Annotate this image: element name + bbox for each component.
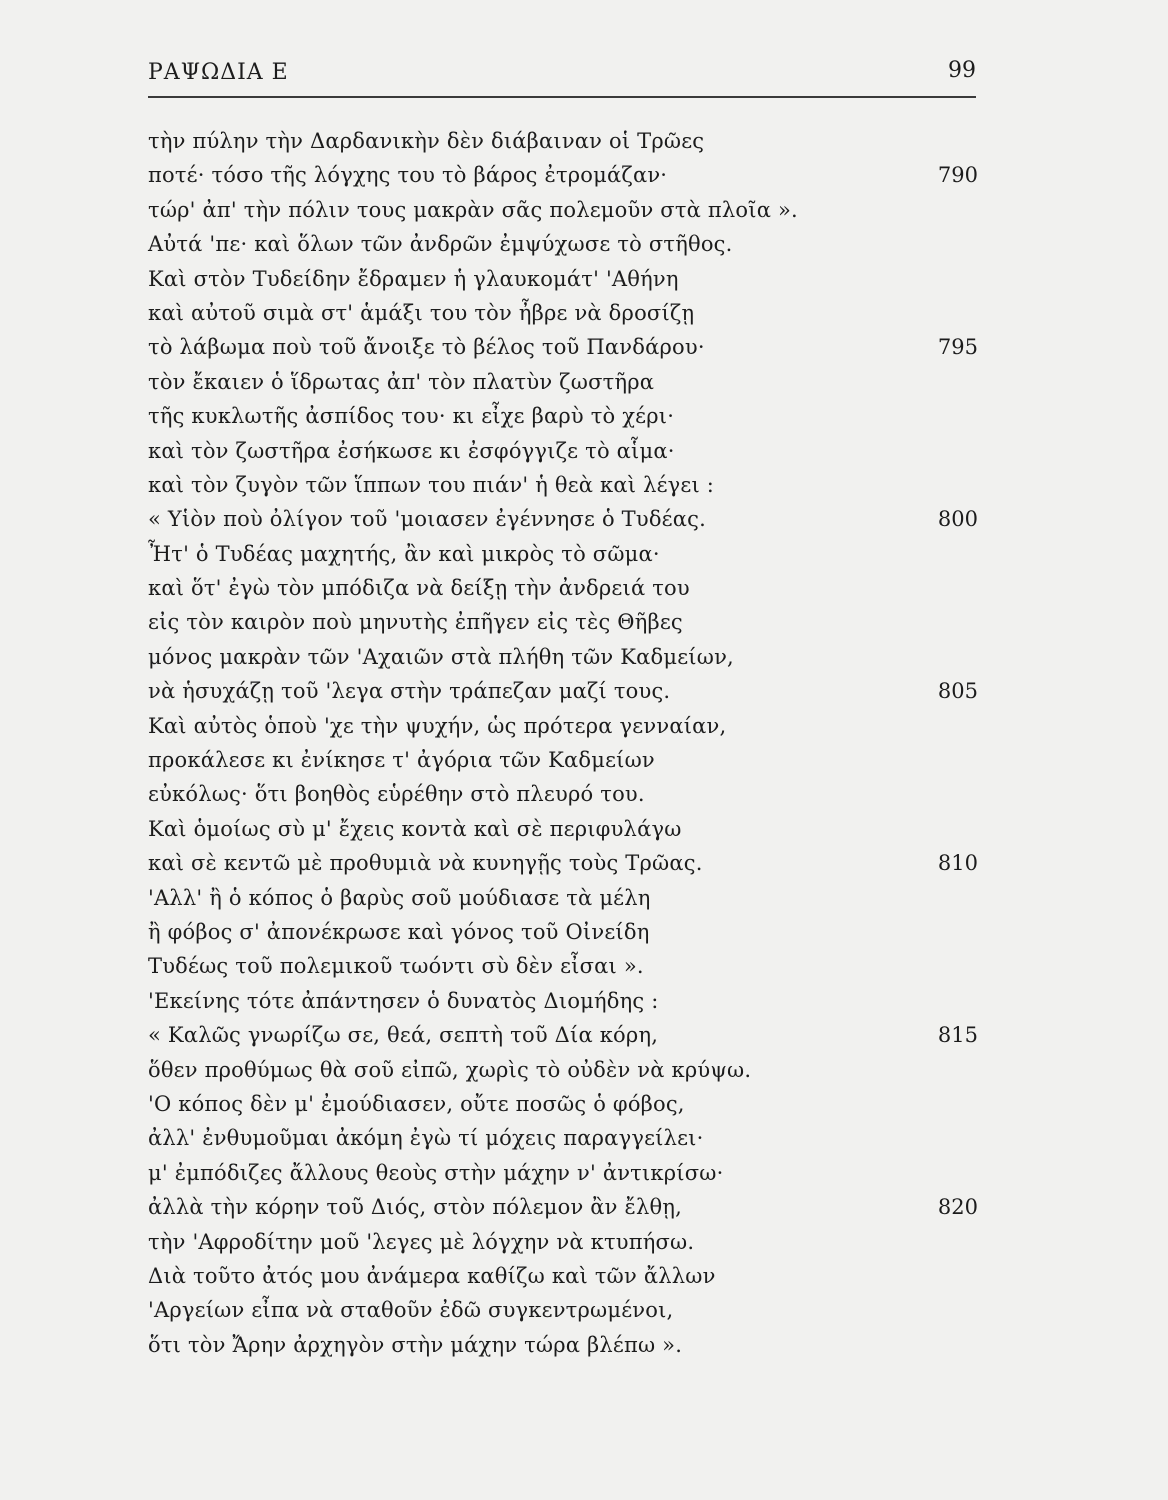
line-number: 820 — [937, 1195, 978, 1220]
verse-text: καὶ σὲ κεντῶ μὲ προθυμιὰ νὰ κυνηγῇς τοὺς Τρῶας. — [148, 851, 703, 876]
verse-line — [148, 330, 978, 364]
verse-line — [148, 365, 978, 399]
verse-text: Διὰ τοῦτο ἀτός μου ἀνάμερα καθίζω καὶ τῶν ἄλλων — [148, 1263, 716, 1288]
verse-line — [148, 1121, 978, 1155]
verse-line — [148, 846, 978, 880]
verse-line — [148, 158, 978, 192]
line-number: 805 — [937, 679, 978, 704]
verse-block — [148, 124, 978, 1362]
verse-text: ἢ φόβος σ' ἀπονέκρωσε καὶ γόνος τοῦ Οἰνείδη — [148, 919, 650, 944]
running-head — [148, 56, 976, 96]
verse-text: ὅτι τὸν Ἄρην ἀρχηγὸν στὴν μάχην τώρα βλέπω ». — [148, 1332, 683, 1357]
verse-text: « Υἱὸν ποὺ ὀλίγον τοῦ 'μοιασεν ἐγέννησε ὁ Τυδέας. — [148, 507, 706, 532]
verse-text: καὶ αὐτοῦ σιμὰ στ' ἁμάξι του τὸν ἦβρε νὰ δροσίζῃ — [148, 300, 695, 325]
verse-line — [148, 537, 978, 571]
verse-line — [148, 812, 978, 846]
verse-text: Ἦτ' ὁ Τυδέας μαχητής, ἂν καὶ μικρὸς τὸ σῶμα· — [148, 541, 660, 566]
verse-line — [148, 881, 978, 915]
verse-line — [148, 434, 978, 468]
verse-text: καὶ τὸν ζυγὸν τῶν ἵππων του πιάν' ἡ θεὰ καὶ λέγει : — [148, 472, 715, 497]
verse-line — [148, 1018, 978, 1052]
line-number: 800 — [937, 507, 978, 532]
verse-line — [148, 296, 978, 330]
verse-line — [148, 227, 978, 261]
verse-text: Καὶ αὐτὸς ὁποὺ 'χε τὴν ψυχήν, ὡς πρότερα γενναίαν, — [148, 713, 727, 738]
verse-text: 'Αλλ' ἢ ὁ κόπος ὁ βαρὺς σοῦ μούδιασε τὰ μέλη — [148, 885, 651, 910]
verse-line — [148, 193, 978, 227]
verse-line — [148, 709, 978, 743]
verse-line — [148, 262, 978, 296]
verse-line — [148, 124, 978, 158]
verse-text: καὶ ὅτ' ἐγὼ τὸν μπόδιζα νὰ δείξῃ τὴν ἀνδρειά του — [148, 576, 690, 601]
line-number: 810 — [937, 851, 978, 876]
verse-line — [148, 605, 978, 639]
verse-line — [148, 1259, 978, 1293]
verse-text: εἰς τὸν καιρὸν ποὺ μηνυτὴς ἐπῆγεν εἰς τὲς Θῆβες — [148, 610, 683, 635]
verse-line — [148, 1225, 978, 1259]
verse-line — [148, 399, 978, 433]
verse-text: 'Εκείνης τότε ἀπάντησεν ὁ δυνατὸς Διομήδης : — [148, 988, 659, 1013]
verse-text: προκάλεσε κι ἐνίκησε τ' ἀγόρια τῶν Καδμείων — [148, 748, 655, 773]
verse-line — [148, 777, 978, 811]
verse-text: Καὶ ὁμοίως σὺ μ' ἔχεις κοντὰ καὶ σὲ περιφυλάγω — [148, 816, 682, 841]
verse-text: τὸν ἔκαιεν ὁ ἵδρωτας ἀπ' τὸν πλατὺν ζωστῆρα — [148, 369, 655, 394]
page-number: 99 — [948, 58, 976, 83]
verse-line — [148, 743, 978, 777]
verse-text: τώρ' ἀπ' τὴν πόλιν τους μακρὰν σᾶς πολεμοῦν στὰ πλοῖα ». — [148, 197, 798, 222]
verse-line — [148, 1053, 978, 1087]
verse-text: ἀλλ' ἐνθυμοῦμαι ἀκόμη ἐγὼ τί μόχεις παραγγείλει· — [148, 1126, 704, 1151]
verse-text: ὅθεν προθύμως θὰ σοῦ εἰπῶ, χωρὶς τὸ οὐδὲν νὰ κρύψω. — [148, 1057, 752, 1082]
verse-line — [148, 1328, 978, 1362]
verse-text: τὴν 'Αφροδίτην μοῦ 'λεγες μὲ λόγχην νὰ κτυπήσω. — [148, 1229, 695, 1254]
verse-text: « Καλῶς γνωρίζω σε, θεά, σεπτὴ τοῦ Δία κόρη, — [148, 1023, 659, 1048]
verse-line — [148, 984, 978, 1018]
verse-text: ποτέ· τόσο τῆς λόγχης του τὸ βάρος ἐτρομάζαν· — [148, 163, 668, 188]
verse-line — [148, 949, 978, 983]
verse-text: καὶ τὸν ζωστῆρα ἐσήκωσε κι ἐσφόγγιζε τὸ αἷμα· — [148, 438, 675, 463]
verse-text: Τυδέως τοῦ πολεμικοῦ τωόντι σὺ δὲν εἶσαι ». — [148, 954, 644, 979]
verse-line — [148, 468, 978, 502]
verse-text: Καὶ στὸν Τυδείδην ἔδραμεν ἡ γλαυκομάτ' 'Αθήνη — [148, 266, 679, 291]
verse-text: ἀλλὰ τὴν κόρην τοῦ Διός, στὸν πόλεμον ἂν ἔλθῃ, — [148, 1195, 682, 1220]
verse-text: Αὐτά 'πε· καὶ ὅλων τῶν ἀνδρῶν ἐμψύχωσε τὸ στῆθος. — [148, 232, 733, 257]
verse-text: 'Ο κόπος δὲν μ' ἐμούδιασεν, οὔτε ποσῶς ὁ φόβος, — [148, 1091, 685, 1116]
line-number: 795 — [937, 335, 978, 360]
verse-text: μόνος μακρὰν τῶν 'Αχαιῶν στὰ πλήθη τῶν Καδμείων, — [148, 644, 734, 669]
verse-line — [148, 1156, 978, 1190]
verse-line — [148, 571, 978, 605]
verse-line — [148, 502, 978, 536]
verse-line — [148, 1293, 978, 1327]
chapter-title: ΡΑΨΩΔΙΑ Ε — [148, 60, 289, 85]
verse-text: μ' ἐμπόδιζες ἄλλους θεοὺς στὴν μάχην ν' ἀντικρίσω· — [148, 1160, 724, 1185]
verse-text: εὐκόλως· ὅτι βοηθὸς εὑρέθην στὸ πλευρό του. — [148, 782, 645, 807]
verse-line — [148, 1087, 978, 1121]
header-rule — [148, 96, 976, 98]
verse-line — [148, 1190, 978, 1224]
verse-line — [148, 674, 978, 708]
verse-text: 'Αργείων εἶπα νὰ σταθοῦν ἐδῶ συγκεντρωμένοι, — [148, 1298, 674, 1323]
line-number: 815 — [937, 1023, 978, 1048]
verse-text: νὰ ἡσυχάζῃ τοῦ 'λεγα στὴν τράπεζαν μαζί τους. — [148, 679, 671, 704]
verse-line — [148, 640, 978, 674]
line-number: 790 — [937, 163, 978, 188]
verse-line — [148, 915, 978, 949]
verse-text: τὴν πύλην τὴν Δαρδανικὴν δὲν διάβαιναν οἱ Τρῶες — [148, 129, 705, 153]
verse-text: τὸ λάβωμα ποὺ τοῦ ἄνοιξε τὸ βέλος τοῦ Πανδάρου· — [148, 335, 705, 360]
verse-text: τῆς κυκλωτῆς ἀσπίδος του· κι εἶχε βαρὺ τὸ χέρι· — [148, 404, 675, 429]
